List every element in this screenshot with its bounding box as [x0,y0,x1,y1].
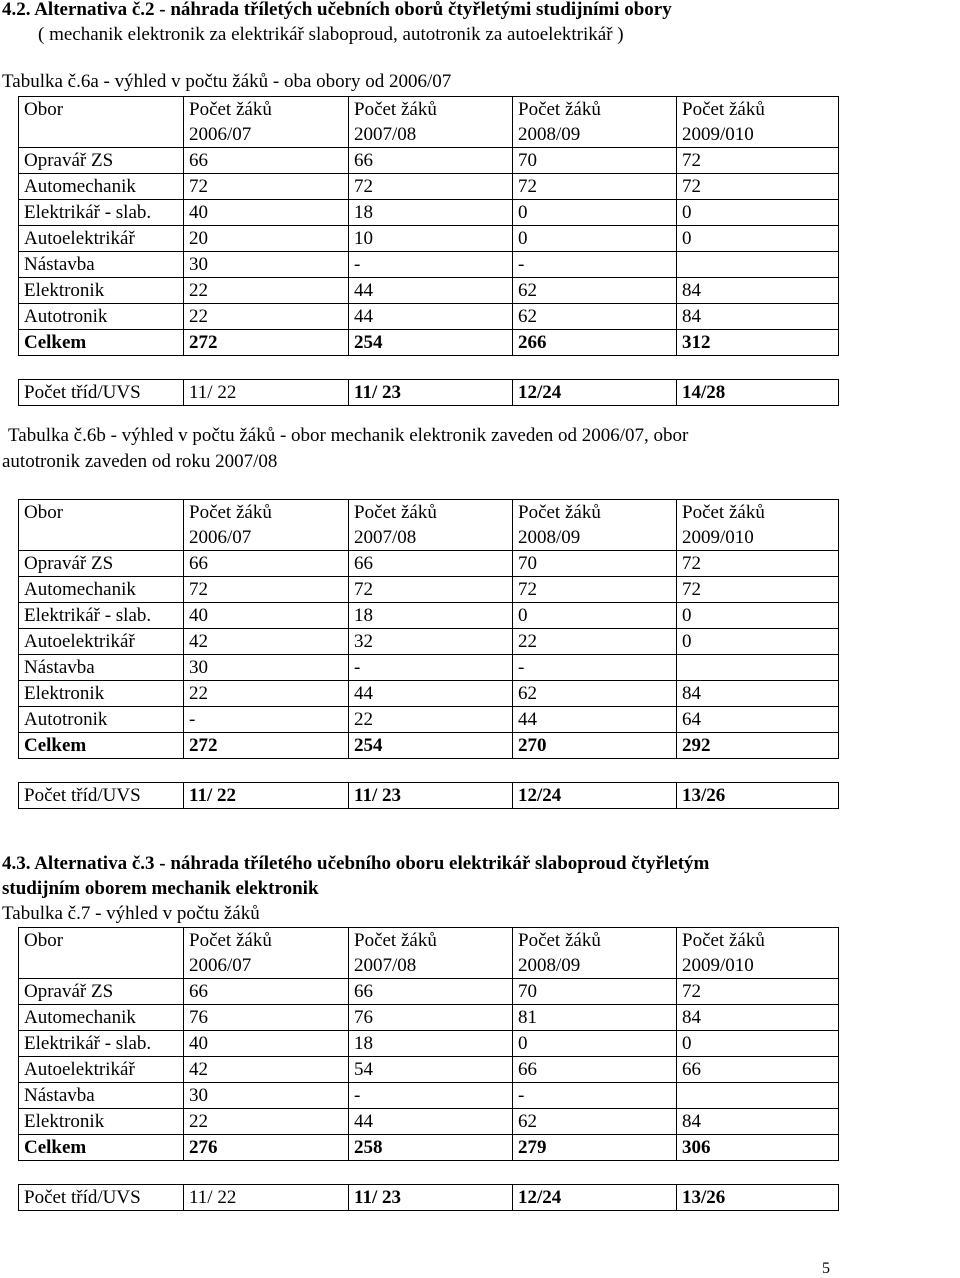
table-caption-7: Tabulka č.7 - výhled v počtu žáků [2,903,260,924]
value-cell: 72 [677,577,839,603]
table-row [19,174,839,200]
value-cell: 76 [349,1005,513,1031]
header-cell [184,97,349,148]
header-year: 2009/010 [682,955,754,976]
spacer-cell [19,759,184,783]
value-cell: 76 [184,1005,349,1031]
value-cell: 66 [184,551,349,577]
header-year: 2007/08 [354,955,417,976]
spacer-cell [19,356,184,380]
spacer-cell [349,356,513,380]
value-cell: 32 [349,629,513,655]
total-value-cell: 258 [349,1135,513,1161]
classes-label-cell: Počet tříd/UVS [19,380,184,406]
total-label-cell: Celkem [19,1135,184,1161]
header-label: Počet žáků [354,502,437,523]
table-header-row [19,97,839,148]
value-cell: 0 [677,200,839,226]
value-cell: - [349,1083,513,1109]
spacer-cell [513,759,677,783]
section-heading-4-2: 4.2. Alternativa č.2 - náhrada tříletých učebních oborů čtyřletými studijními obory [2,0,672,20]
row-label-cell: Automechanik [19,174,184,200]
value-cell [677,655,839,681]
value-cell: 0 [677,629,839,655]
spacer-row [19,1161,839,1185]
header-label: Počet žáků [189,99,272,120]
value-cell: 72 [349,577,513,603]
value-cell: - [513,655,677,681]
table-row [19,629,839,655]
value-cell: 0 [513,603,677,629]
table-row [19,707,839,733]
value-cell: 22 [184,304,349,330]
classes-value-cell: 12/24 [513,783,677,809]
spacer-cell [677,759,839,783]
value-cell: 66 [349,979,513,1005]
classes-value-cell: 12/24 [513,1185,677,1211]
header-year: 2006/07 [189,955,252,976]
row-label-cell: Opravář ZS [19,551,184,577]
section-subheading-4-2: ( mechanik elektronik za elektrikář slaboproud, autotronik za autoelektrikář ) [38,24,624,45]
total-label-cell: Celkem [19,733,184,759]
value-cell: 70 [513,979,677,1005]
classes-row [19,1185,839,1211]
value-cell: 84 [677,681,839,707]
header-cell [349,928,513,979]
table-header-row [19,500,839,551]
total-value-cell: 306 [677,1135,839,1161]
value-cell: 81 [513,1005,677,1031]
row-label-cell: Nástavba [19,252,184,278]
row-label-cell: Elektronik [19,278,184,304]
table-6b [18,499,839,809]
header-label: Počet žáků [682,502,765,523]
classes-value-cell: 11/ 22 [184,1185,349,1211]
table-caption-6b-cont: autotronik zaveden od roku 2007/08 [2,451,278,472]
spacer-row [19,759,839,783]
classes-value-cell: 11/ 23 [349,380,513,406]
header-label: Počet žáků [354,99,437,120]
total-value-cell: 279 [513,1135,677,1161]
header-cell-obor: Obor [19,97,184,148]
value-cell: 72 [677,979,839,1005]
table-row [19,252,839,278]
value-cell: 54 [349,1057,513,1083]
value-cell: 66 [349,148,513,174]
classes-value-cell: 11/ 22 [184,380,349,406]
table-row [19,551,839,577]
value-cell: 44 [349,1109,513,1135]
table-row [19,1057,839,1083]
value-cell: 18 [349,200,513,226]
value-cell: 0 [677,1031,839,1057]
value-cell: 42 [184,629,349,655]
table-row [19,148,839,174]
value-cell: - [349,252,513,278]
page-number: 5 [822,1260,830,1277]
value-cell: 44 [513,707,677,733]
total-value-cell: 270 [513,733,677,759]
value-cell: 84 [677,1005,839,1031]
header-year: 2008/09 [518,124,581,145]
value-cell: 40 [184,1031,349,1057]
value-cell: 64 [677,707,839,733]
classes-row [19,783,839,809]
value-cell: 66 [184,979,349,1005]
table-row [19,1031,839,1057]
section-heading-4-3-cont: studijním oborem mechanik elektronik [2,878,319,899]
header-cell [184,928,349,979]
table-row [19,681,839,707]
value-cell: 40 [184,200,349,226]
header-year: 2007/08 [354,124,417,145]
header-cell [677,928,839,979]
value-cell: 42 [184,1057,349,1083]
value-cell: 10 [349,226,513,252]
header-cell [513,928,677,979]
spacer-cell [349,759,513,783]
total-value-cell: 266 [513,330,677,356]
header-cell [677,97,839,148]
header-cell [184,500,349,551]
value-cell: 72 [677,551,839,577]
table-6a [18,96,839,406]
value-cell: 40 [184,603,349,629]
header-cell [677,500,839,551]
value-cell: 62 [513,1109,677,1135]
value-cell: 18 [349,1031,513,1057]
total-value-cell: 254 [349,330,513,356]
table-caption-6b: Tabulka č.6b - výhled v počtu žáků - obor mechanik elektronik zaveden od 2006/07, obor [8,425,689,446]
spacer-cell [677,1161,839,1185]
header-label: Počet žáků [189,502,272,523]
header-year: 2007/08 [354,527,417,548]
total-value-cell: 254 [349,733,513,759]
row-label-cell: Nástavba [19,655,184,681]
row-label-cell: Automechanik [19,577,184,603]
row-label-cell: Elektronik [19,1109,184,1135]
table-caption-6a: Tabulka č.6a - výhled v počtu žáků - oba obory od 2006/07 [2,71,452,92]
table-row [19,979,839,1005]
header-label: Počet žáků [518,930,601,951]
header-year: 2008/09 [518,527,581,548]
value-cell [677,1083,839,1109]
section-heading-4-3: 4.3. Alternativa č.3 - náhrada tříletého učebního oboru elektrikář slaboproud čtyřletým [2,853,710,874]
row-label-cell: Elektronik [19,681,184,707]
row-label-cell: Elektrikář - slab. [19,200,184,226]
header-cell-obor: Obor [19,500,184,551]
value-cell: 84 [677,278,839,304]
value-cell: 66 [513,1057,677,1083]
value-cell: 0 [677,603,839,629]
table-row [19,1005,839,1031]
header-cell [349,500,513,551]
spacer-cell [513,356,677,380]
row-label-cell: Automechanik [19,1005,184,1031]
value-cell: 22 [184,681,349,707]
total-row [19,330,839,356]
total-value-cell: 272 [184,330,349,356]
table-row [19,304,839,330]
row-label-cell: Autoelektrikář [19,226,184,252]
spacer-cell [184,759,349,783]
table-7 [18,927,839,1211]
value-cell: 62 [513,278,677,304]
spacer-cell [349,1161,513,1185]
value-cell: 72 [513,577,677,603]
table-row [19,577,839,603]
header-year: 2009/010 [682,527,754,548]
value-cell: 18 [349,603,513,629]
header-cell [513,500,677,551]
value-cell: 72 [677,148,839,174]
value-cell: - [513,1083,677,1109]
header-label: Počet žáků [189,930,272,951]
value-cell: 0 [513,200,677,226]
classes-label-cell: Počet tříd/UVS [19,783,184,809]
total-value-cell: 312 [677,330,839,356]
total-label-cell: Celkem [19,330,184,356]
total-row [19,1135,839,1161]
row-label-cell: Autoelektrikář [19,1057,184,1083]
row-label-cell: Elektrikář - slab. [19,603,184,629]
value-cell: - [184,707,349,733]
value-cell: 22 [513,629,677,655]
header-year: 2008/09 [518,955,581,976]
total-value-cell: 292 [677,733,839,759]
classes-value-cell: 11/ 23 [349,783,513,809]
row-label-cell: Elektrikář - slab. [19,1031,184,1057]
spacer-cell [184,356,349,380]
row-label-cell: Nástavba [19,1083,184,1109]
classes-value-cell: 13/26 [677,1185,839,1211]
value-cell: 66 [184,148,349,174]
header-label: Počet žáků [682,930,765,951]
value-cell: 30 [184,1083,349,1109]
table-row [19,278,839,304]
header-year: 2006/07 [189,124,252,145]
table-row [19,226,839,252]
value-cell: 72 [513,174,677,200]
header-cell-obor: Obor [19,928,184,979]
total-value-cell: 272 [184,733,349,759]
row-label-cell: Autotronik [19,304,184,330]
value-cell: 84 [677,1109,839,1135]
table-row [19,603,839,629]
value-cell: 44 [349,304,513,330]
value-cell: 72 [677,174,839,200]
classes-row [19,380,839,406]
header-label: Počet žáků [518,99,601,120]
spacer-cell [513,1161,677,1185]
value-cell: 66 [677,1057,839,1083]
classes-value-cell: 14/28 [677,380,839,406]
row-label-cell: Autotronik [19,707,184,733]
total-value-cell: 276 [184,1135,349,1161]
value-cell: 62 [513,681,677,707]
value-cell: 70 [513,148,677,174]
table-row [19,1083,839,1109]
value-cell: 22 [349,707,513,733]
spacer-row [19,356,839,380]
total-row [19,733,839,759]
header-label: Počet žáků [354,930,437,951]
value-cell: 0 [513,226,677,252]
value-cell: 70 [513,551,677,577]
row-label-cell: Opravář ZS [19,979,184,1005]
value-cell: 84 [677,304,839,330]
header-year: 2009/010 [682,124,754,145]
table-row [19,1109,839,1135]
header-cell [513,97,677,148]
value-cell: 20 [184,226,349,252]
table-row [19,200,839,226]
value-cell [677,252,839,278]
classes-value-cell: 13/26 [677,783,839,809]
table-header-row [19,928,839,979]
value-cell: 66 [349,551,513,577]
spacer-cell [19,1161,184,1185]
spacer-cell [184,1161,349,1185]
header-year: 2006/07 [189,527,252,548]
header-label: Počet žáků [682,99,765,120]
value-cell: 62 [513,304,677,330]
value-cell: - [349,655,513,681]
classes-label-cell: Počet tříd/UVS [19,1185,184,1211]
header-cell [349,97,513,148]
row-label-cell: Autoelektrikář [19,629,184,655]
value-cell: 72 [184,577,349,603]
value-cell: 22 [184,278,349,304]
value-cell: 30 [184,252,349,278]
value-cell: 22 [184,1109,349,1135]
classes-value-cell: 12/24 [513,380,677,406]
classes-value-cell: 11/ 23 [349,1185,513,1211]
spacer-cell [677,356,839,380]
value-cell: 44 [349,278,513,304]
classes-value-cell: 11/ 22 [184,783,349,809]
header-label: Počet žáků [518,502,601,523]
value-cell: 44 [349,681,513,707]
value-cell: 72 [184,174,349,200]
row-label-cell: Opravář ZS [19,148,184,174]
value-cell: 72 [349,174,513,200]
value-cell: 0 [513,1031,677,1057]
value-cell: 0 [677,226,839,252]
value-cell: - [513,252,677,278]
table-row [19,655,839,681]
value-cell: 30 [184,655,349,681]
